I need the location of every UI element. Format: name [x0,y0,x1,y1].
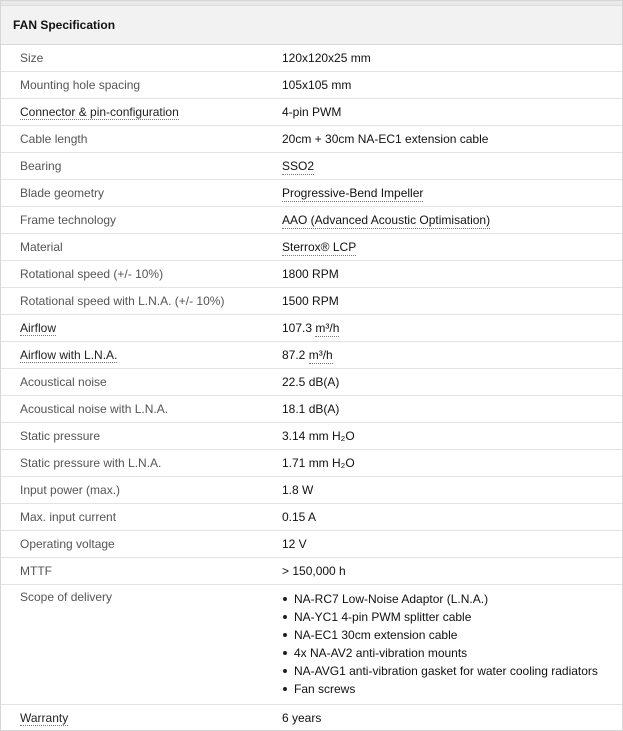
row-value: > 150,000 h [282,564,346,578]
table-row-connector [1,99,622,126]
table-row-warranty [1,705,622,731]
row-label: Material [20,240,63,254]
row-value [282,321,622,335]
row-label: Scope of delivery [20,590,113,604]
row-label: Operating voltage [20,537,115,551]
list-item: NA-EC1 30cm extension cable [282,626,622,644]
list-item: NA-YC1 4-pin PWM splitter cable [282,608,622,626]
row-label: Bearing [20,159,62,173]
airflow-lna-number: 87.2 [282,348,309,362]
row-value [282,240,622,254]
row-label: Size [20,51,44,65]
table-row-noise [1,369,622,396]
table-row-voltage [1,531,622,558]
row-label: Mounting hole spacing [20,78,141,92]
row-label: Frame technology [20,213,117,227]
row-value: 6 years [282,711,322,725]
row-value: 1.71 mm H₂O [282,456,355,470]
row-value: 105x105 mm [282,78,352,92]
table-row-speed [1,261,622,288]
row-label: Static pressure [20,429,101,443]
table-row-airflow-lna [1,342,622,369]
list-item: NA-AVG1 anti-vibration gasket for water cooling radiators [282,662,622,680]
row-label: Acoustical noise [20,375,107,389]
warranty-link[interactable]: Warranty [20,711,69,725]
row-value: 12 V [282,537,307,551]
table-row-mttf [1,558,622,585]
row-label: Cable length [20,132,88,146]
row-value: 1500 RPM [282,294,339,308]
list-item: NA-RC7 Low-Noise Adaptor (L.N.A.) [282,590,622,608]
table-row-cable [1,126,622,153]
airflow-link[interactable]: Airflow [20,321,57,335]
table-row-blade [1,180,622,207]
row-value: 18.1 dB(A) [282,402,340,416]
row-label: Input power (max.) [20,483,121,497]
row-value [282,590,622,698]
frame-link[interactable]: AAO (Advanced Acoustic Optimisation) [282,213,491,227]
row-value: 4-pin PWM [282,105,342,119]
row-value: 0.15 A [282,510,317,524]
row-value: 120x120x25 mm [282,51,371,65]
table-row-size [1,45,622,72]
row-label [1,711,282,725]
row-label: Acoustical noise with L.N.A. [20,402,169,416]
table-row-scope [1,585,622,705]
row-label: Rotational speed (+/- 10%) [20,267,164,281]
airflow-number: 107.3 [282,321,316,335]
spec-title: FAN Specification [1,6,622,45]
row-value [282,186,622,200]
row-value: 20cm + 30cm NA-EC1 extension cable [282,132,489,146]
blade-link[interactable]: Progressive-Bend Impeller [282,186,424,200]
row-value [282,213,622,227]
table-row-power [1,477,622,504]
table-row-airflow [1,315,622,342]
table-row-mounting [1,72,622,99]
row-label: Blade geometry [20,186,105,200]
table-row-material [1,234,622,261]
airflow-lna-unit[interactable]: m³/h [308,348,333,362]
airflow-lna-link[interactable]: Airflow with L.N.A. [20,348,118,362]
table-row-noise-lna [1,396,622,423]
delivery-list [282,590,622,698]
list-item: 4x NA-AV2 anti-vibration mounts [282,644,622,662]
connector-link[interactable]: Connector & pin-configuration [20,105,179,119]
row-value: 1800 RPM [282,267,339,281]
row-label [1,348,282,362]
row-label: Static pressure with L.N.A. [20,456,162,470]
table-row-bearing [1,153,622,180]
row-label: MTTF [20,564,52,578]
list-item: Fan screws [282,680,622,698]
row-value: 22.5 dB(A) [282,375,340,389]
table-row-speed-lna [1,288,622,315]
table-row-frame [1,207,622,234]
table-row-pressure [1,423,622,450]
spec-table [1,45,622,731]
row-value [282,348,622,362]
table-row-current [1,504,622,531]
row-label: Max. input current [20,510,117,524]
row-label: Rotational speed with L.N.A. (+/- 10%) [20,294,225,308]
row-label [1,105,282,119]
bearing-link[interactable]: SSO2 [282,159,315,173]
row-label [1,321,282,335]
row-value [282,159,622,173]
row-value: 3.14 mm H₂O [282,429,355,443]
material-link[interactable]: Sterrox® LCP [282,240,357,254]
table-row-pressure-lna [1,450,622,477]
row-value: 1.8 W [282,483,314,497]
airflow-unit[interactable]: m³/h [315,321,340,335]
